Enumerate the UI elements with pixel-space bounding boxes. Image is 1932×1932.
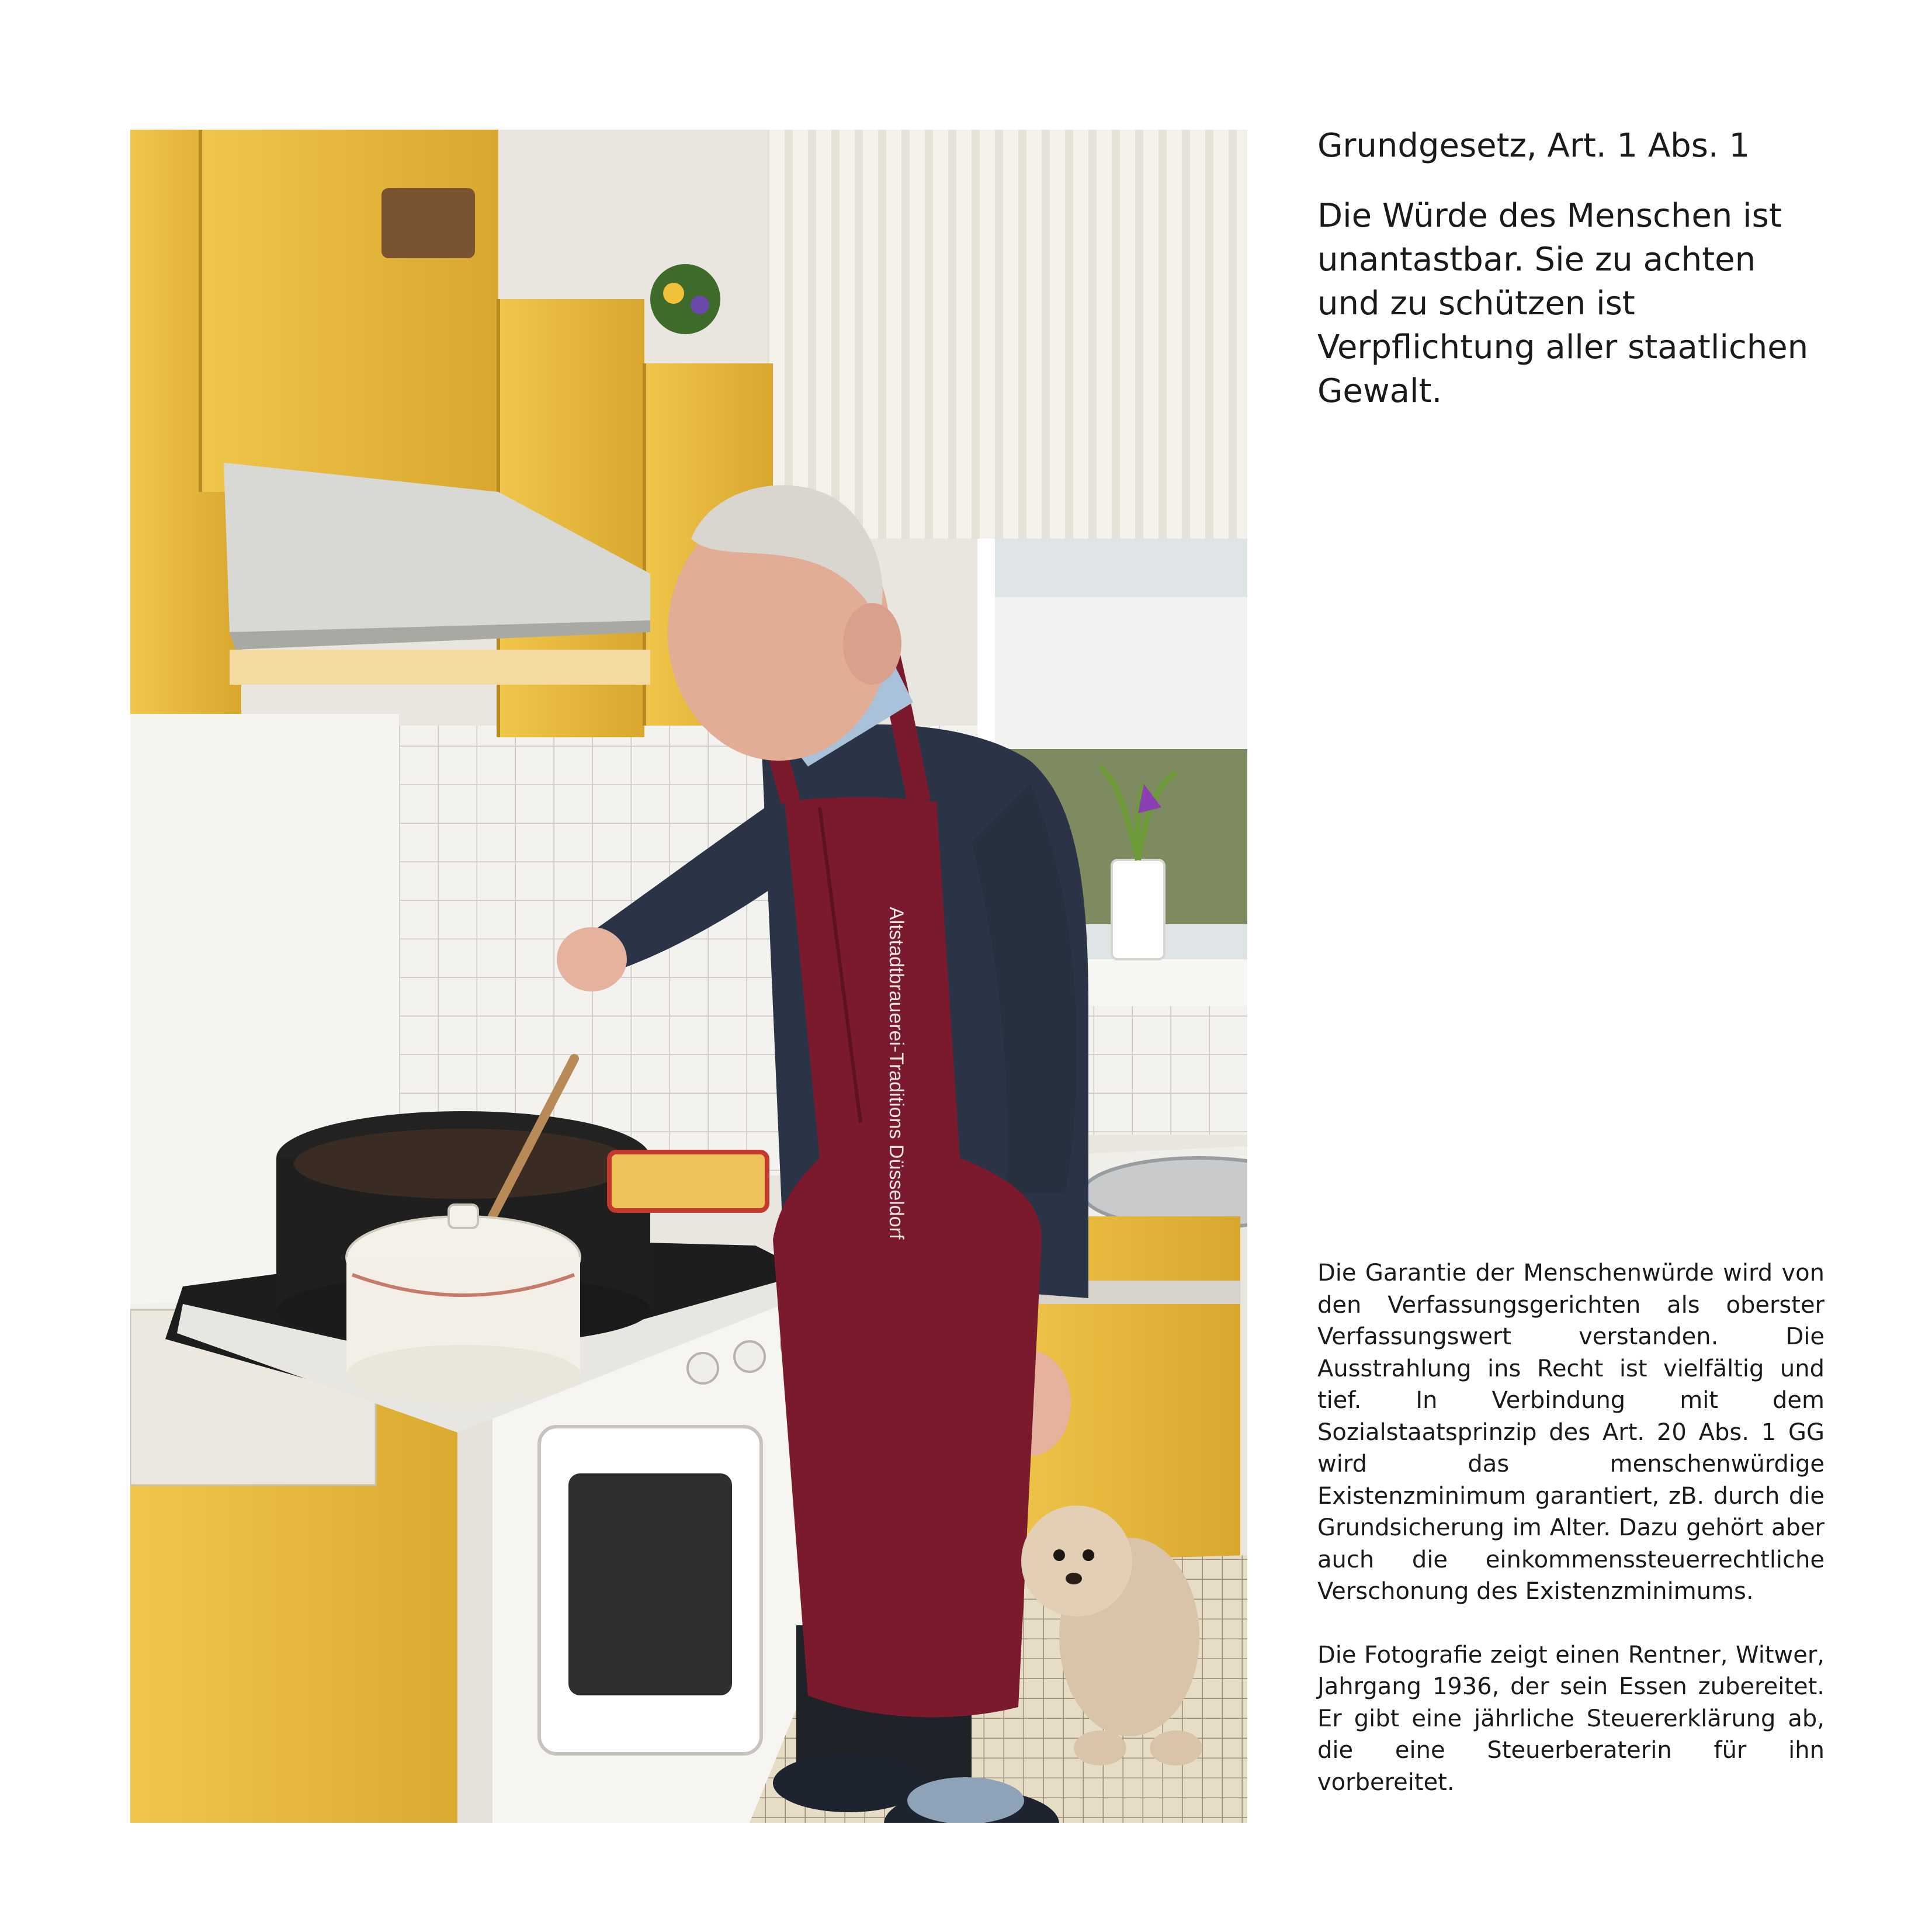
article-line: und zu schützen ist — [1317, 285, 1635, 322]
article-line: unantastbar. Sie zu achten — [1317, 241, 1756, 279]
article-line: Verpflichtung aller staatlichen — [1317, 328, 1809, 366]
commentary — [1317, 1257, 1825, 1798]
article-line: Gewalt. — [1317, 372, 1442, 410]
apron-logo-text: Altstadtbrauerei-Traditions Düsseldorf — [885, 907, 907, 1240]
article-heading: Grundgesetz, Art. 1 Abs. 1 — [1317, 127, 1750, 165]
kitchen-photograph — [130, 130, 1247, 1823]
photo-caption: Die Fotografie zeigt einen Rentner, Witwer, Jahrgang 1936, der sein Essen zubereitet. Er gibt eine jährliche Steuererklärung ab, die eine Steuerberaterin für ihn vorbereitet. — [1317, 1641, 1825, 1796]
article-line: Die Würde des Menschen ist — [1317, 197, 1782, 235]
article-quote — [1317, 194, 1867, 413]
commentary-paragraph-1: Die Garantie der Menschenwürde wird von den Verfassungsgerichten als oberster Verfassungswert verstanden. Die Ausstrahlung ins Recht ist vielfältig und tief. In Verbindung mit dem Sozialstaatsprinzip des Art. 20 Abs. 1 GG wird das menschenwürdige Existenzminimum garantiert, zB. durch die Grundsicherung im Alter. Dazu gehört aber auch die einkommenssteuerrechtliche Verschonung des Existenzminimums. — [1317, 1260, 1825, 1605]
